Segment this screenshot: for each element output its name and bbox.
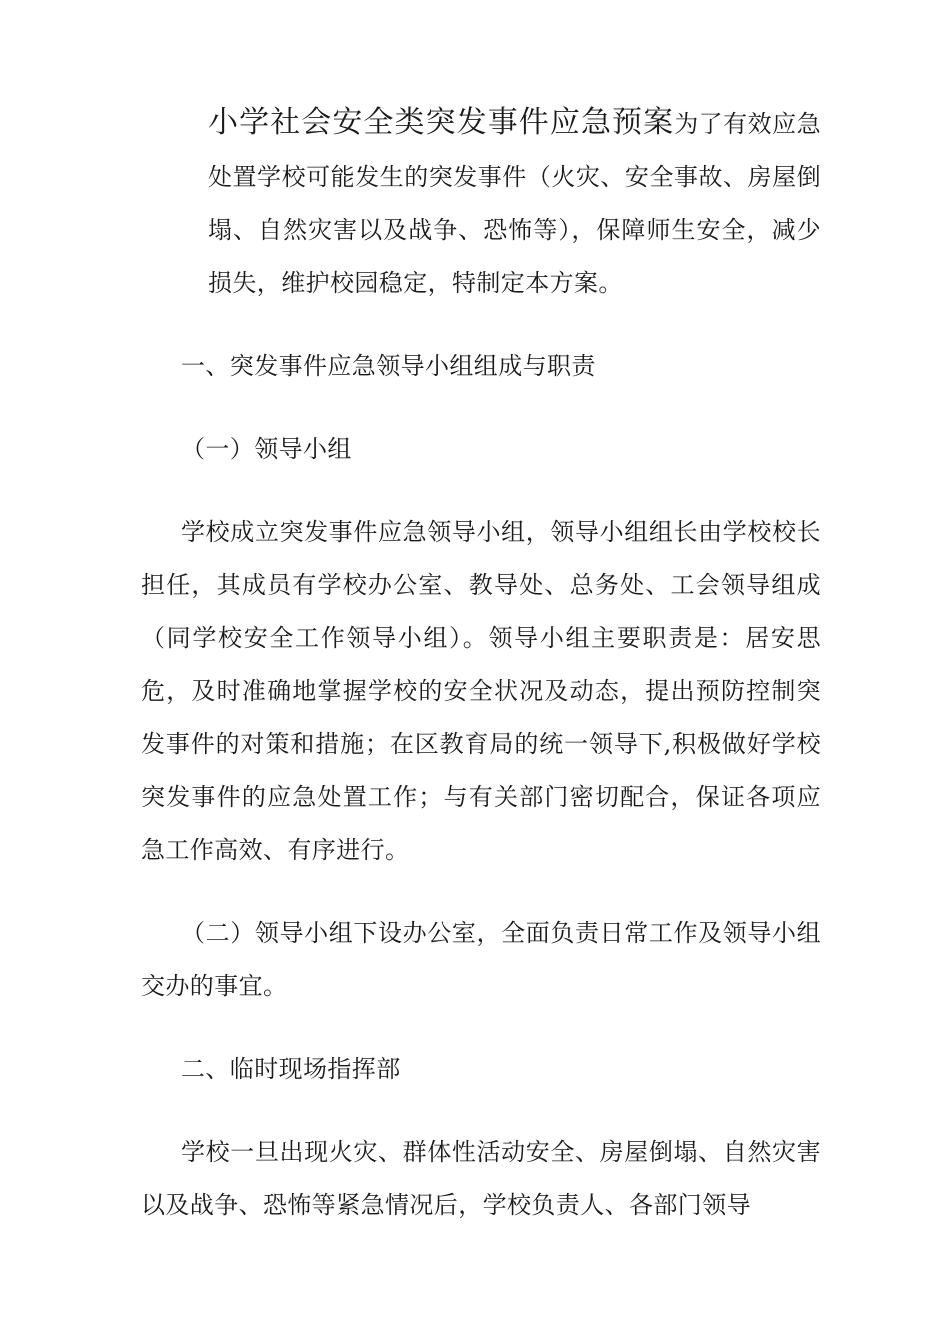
section-1-1-heading: （一）领导小组 xyxy=(181,435,352,463)
section-1-heading: 一、突发事件应急领导小组组成与职责 xyxy=(181,352,596,380)
section-2-body: 学校一旦出现火灾、群体性活动安全、房屋倒塌、自然灾害以及战争、恐怖等紧急情况后，学校负责人、各部门领导 xyxy=(141,1138,821,1219)
intro-text: 为了有效应急处置学校可能发生的突发事件（火灾、安全事故、房屋倒塌、自然灾害以及战争、恐怖等），保障师生安全，减少损失，维护校园稳定，特制定本方案。 xyxy=(208,110,822,297)
section-1-1-body: 学校成立突发事件应急领导小组，领导小组组长由学校校长担任，其成员有学校办公室、教导处、总务处、工会领导组成（同学校安全工作领导小组）。领导小组主要职责是：居安思危，及时准确地掌握学校的安全状况及动态，提出预防控制突发事件的对策和措施；在区教育局的统一领导下,积极做好学校突发事件的应急处置工作；与有关部门密切配合，保证各项应急工作高效、有序进行。 xyxy=(141,518,821,864)
section-2-heading: 二、临时现场指挥部 xyxy=(181,1055,401,1083)
section-1-2-body: （二）领导小组下设办公室，全面负责日常工作及领导小组交办的事宜。 xyxy=(141,919,821,1000)
document-title: 小学社会安全类突发事件应急预案 xyxy=(208,105,675,140)
title-paragraph xyxy=(141,96,821,310)
document-page xyxy=(141,96,821,1232)
